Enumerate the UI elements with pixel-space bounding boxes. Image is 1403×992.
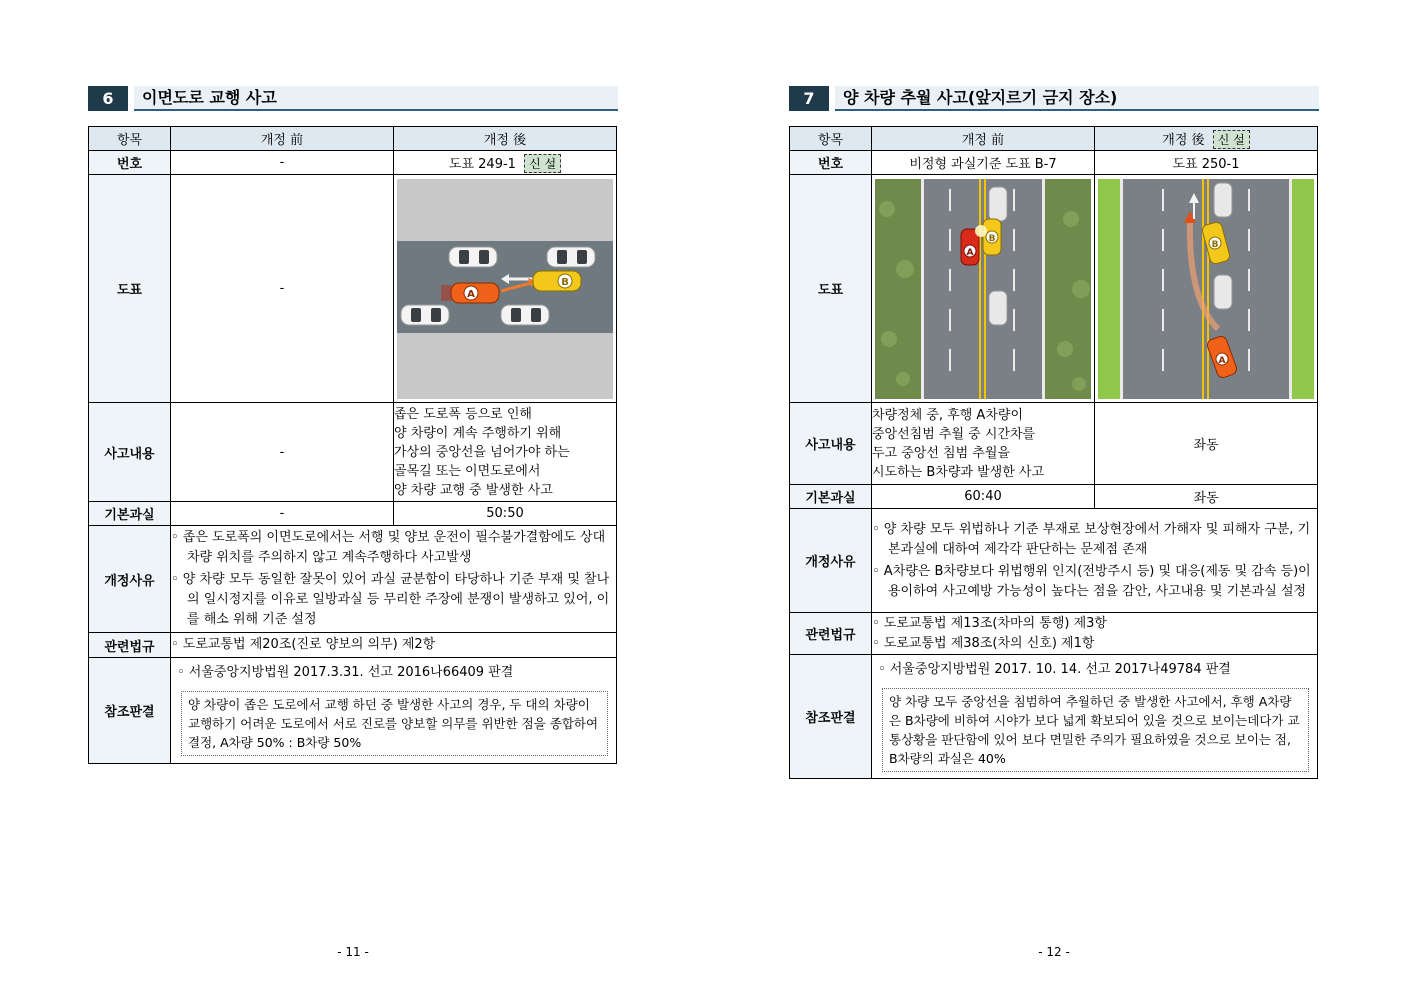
car-a-label: A xyxy=(1218,355,1226,366)
case-title xyxy=(171,659,616,687)
case-cell xyxy=(171,658,617,764)
law-item: ◦ 도로교통법 제38조(차의 신호) 제1항 xyxy=(872,635,1095,651)
section-header xyxy=(88,86,618,111)
case-summary-box: 양 차량 모두 중앙선을 침범하여 추월하던 중 발생한 사고에서, 후행 A차량은 B차량에 비하여 시야가 보다 넓게 확보되어 있을 것으로 보이는데다가 교통상황을 판단함에 있어 보다 면밀한 주의가 필요하였을 것으로 보이는 점, B차량의 과실은 40% xyxy=(882,688,1309,772)
section-number: 7 xyxy=(789,86,829,111)
row-label-content: 사고내용 xyxy=(89,403,171,502)
content-line: 두고 중앙선 침범 추월을 xyxy=(872,445,1010,461)
chart-after-cell xyxy=(394,175,617,403)
section-header xyxy=(789,86,1319,111)
col-header-before: 개정 前 xyxy=(171,127,394,151)
case-title-text: ◦ 서울중앙지방법원 2017. 10. 14. 선고 2017나49784 판결 xyxy=(878,661,1231,677)
content-before: - xyxy=(171,403,394,502)
row-label-reason: 개정사유 xyxy=(89,526,171,633)
reason-cell xyxy=(171,526,617,633)
base-fault-before: - xyxy=(171,502,394,526)
law-cell xyxy=(171,633,617,658)
content-before xyxy=(872,403,1095,485)
col-header-after: 개정 後 xyxy=(394,127,617,151)
row-label-chart: 도표 xyxy=(790,175,872,403)
reason-item: ◦ 양 차량 모두 위법하나 기준 부재로 보상현장에서 가해자 및 피해자 구분, 기본과실에 대하여 제각각 판단하는 문제점 존재 xyxy=(872,521,1311,557)
law-item: ◦ 도로교통법 제13조(차마의 통행) 제3항 xyxy=(872,615,1107,631)
car-b-label: B xyxy=(1211,239,1219,250)
col-header-item: 항목 xyxy=(790,127,872,151)
section-title: 양 차량 추월 사고(앞지르기 금지 장소) xyxy=(835,86,1319,111)
accident-diagram-overtake-after xyxy=(1098,179,1314,399)
row-label-case: 참조판결 xyxy=(790,655,872,779)
chart-after-cell xyxy=(1095,175,1318,403)
reason-cell xyxy=(872,509,1318,613)
car-b-label: B xyxy=(988,233,996,244)
content-line: 좁은 도로폭 등으로 인해 xyxy=(394,406,532,422)
new-badge: 신 설 xyxy=(1213,130,1250,149)
content-line: 시도하는 B차량과 발생한 사고 xyxy=(872,464,1045,480)
law-cell xyxy=(872,613,1318,655)
page-number: - 12 - xyxy=(1038,945,1070,959)
comparison-table xyxy=(789,126,1318,779)
base-fault-before: 60:40 xyxy=(872,485,1095,509)
col-header-after xyxy=(1095,127,1318,151)
reason-item: ◦ A차량은 B차량보다 위법행위 인지(전방주시 등) 및 대응(제동 및 감속 등)이 용이하여 사고예방 가능성이 높다는 점을 감안, 사고내용 및 기본과실 설정 xyxy=(872,563,1311,599)
row-label-base-fault: 기본과실 xyxy=(790,485,872,509)
car-a-label: A xyxy=(467,288,475,300)
row-label-number: 번호 xyxy=(89,151,171,175)
base-fault-after: 50:50 xyxy=(394,502,617,526)
content-line: 차량정체 중, 후행 A차량이 xyxy=(872,407,1024,423)
section-number: 6 xyxy=(88,86,128,111)
case-title-text: ◦ 서울중앙지방법원 2017.3.31. 선고 2016나66409 판결 xyxy=(177,665,514,680)
col-header-before: 개정 前 xyxy=(872,127,1095,151)
case-summary-box: 양 차량이 좁은 도로에서 교행 하던 중 발생한 사고의 경우, 두 대의 차량이 교행하기 어려운 도로에서 서로 진로를 양보할 의무를 위반한 점을 종합하여 결정, A차량 50% : B차량 50% xyxy=(181,691,608,756)
law-item: ◦ 도로교통법 제20조(진로 양보의 의무) 제2항 xyxy=(171,637,436,652)
number-after xyxy=(394,151,617,175)
reason-item: ◦ 좁은 도로폭의 이면도로에서는 서행 및 양보 운전이 필수불가결함에도 상대차량 위치를 주의하지 않고 계속주행하다 사고발생 xyxy=(171,530,606,565)
row-label-number: 번호 xyxy=(790,151,872,175)
section-title: 이면도로 교행 사고 xyxy=(134,86,618,111)
case-title xyxy=(872,656,1317,684)
chart-number: 도표 249-1 xyxy=(448,156,516,172)
car-a-label: A xyxy=(966,247,974,258)
accident-diagram-alley xyxy=(397,179,613,399)
row-label-base-fault: 기본과실 xyxy=(89,502,171,526)
row-label-reason: 개정사유 xyxy=(790,509,872,613)
content-after xyxy=(394,403,617,502)
number-before: 비정형 과실기준 도표 B-7 xyxy=(872,151,1095,175)
comparison-table xyxy=(88,126,617,764)
content-line: 양 차량 교행 중 발생한 사고 xyxy=(394,482,553,498)
col-header-after-text: 개정 後 xyxy=(1162,132,1205,148)
new-badge: 신 설 xyxy=(524,154,561,173)
chart-before-cell xyxy=(872,175,1095,403)
content-after: 좌동 xyxy=(1095,403,1318,485)
number-before: - xyxy=(171,151,394,175)
page-number: - 11 - xyxy=(337,945,369,959)
chart-before: - xyxy=(171,175,394,403)
content-line: 골목길 또는 이면도로에서 xyxy=(394,463,541,479)
row-label-case: 참조판결 xyxy=(89,658,171,764)
row-label-law: 관련법규 xyxy=(790,613,872,655)
row-label-law: 관련법규 xyxy=(89,633,171,658)
accident-diagram-overtake-before xyxy=(875,179,1091,399)
base-fault-after: 좌동 xyxy=(1095,485,1318,509)
content-line: 중앙선침범 추월 중 시간차를 xyxy=(872,426,1036,442)
content-line: 가상의 중앙선을 넘어가야 하는 xyxy=(394,444,570,460)
content-line: 양 차량이 계속 주행하기 위해 xyxy=(394,425,562,441)
row-label-content: 사고내용 xyxy=(790,403,872,485)
case-cell xyxy=(872,655,1318,779)
row-label-chart: 도표 xyxy=(89,175,171,403)
reason-item: ◦ 양 차량 모두 동일한 잘못이 있어 과실 균분함이 타당하나 기준 부재 및 찰나의 일시정지를 이유로 일방과실 등 무리한 주장에 분쟁이 발생하고 있어, 이를 해소 위해 기준 설정 xyxy=(171,572,610,627)
number-after: 도표 250-1 xyxy=(1095,151,1318,175)
col-header-item: 항목 xyxy=(89,127,171,151)
car-b-label: B xyxy=(561,276,569,288)
